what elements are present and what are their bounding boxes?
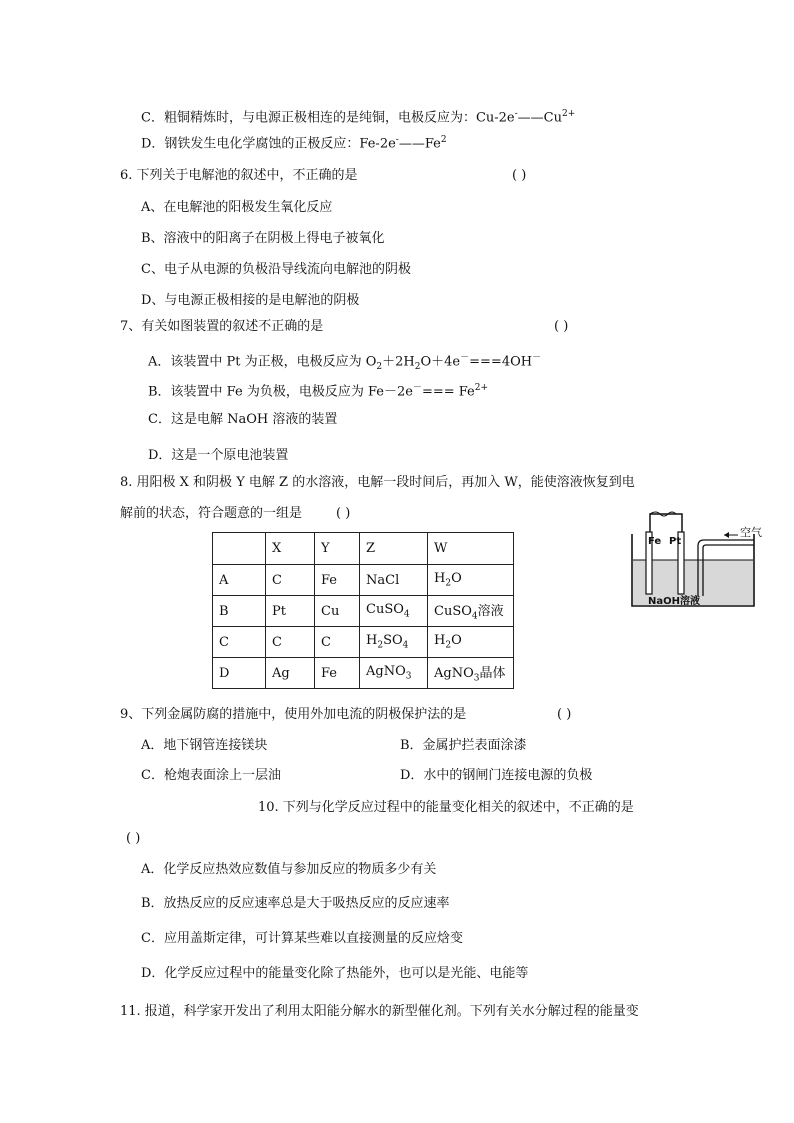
q7-option-b: B．该装置中 Fe 为负极，电极反应为 $Fe-2e^-=== Fe^{2+}$ bbox=[148, 383, 489, 400]
q7-answer-paren: ( ) bbox=[554, 319, 569, 334]
air-label: 空气 bbox=[740, 526, 762, 539]
fe-label: Fe bbox=[648, 536, 662, 547]
q10-stem: 10. 下列与化学反应过程中的能量变化相关的叙述中，不正确的是 bbox=[258, 800, 634, 815]
table-header-cell: Y bbox=[315, 533, 360, 565]
table-cell-label: B bbox=[213, 596, 266, 627]
q6-answer-paren: ( ) bbox=[512, 168, 527, 183]
q9-answer-paren: ( ) bbox=[557, 707, 572, 722]
q10-option-b: B．放热反应的反应速率总是大于吸热反应的反应速率 bbox=[141, 896, 450, 911]
q6-option-a: A、在电解池的阳极发生氧化反应 bbox=[141, 200, 333, 215]
table-cell-z: CuSO$_4$ bbox=[360, 596, 428, 627]
q7-stem: 7、有关如图装置的叙述不正确的是 bbox=[120, 319, 324, 334]
table-header-cell: Z bbox=[360, 533, 428, 565]
table-cell-y: Cu bbox=[315, 596, 360, 627]
q10-option-d: D．化学反应过程中的能量变化除了热能外，也可以是光能、电能等 bbox=[141, 966, 529, 981]
q10-option-a: A．化学反应热效应数值与参加反应的物质多少有关 bbox=[141, 862, 437, 877]
q10-answer-paren: ( ) bbox=[126, 831, 141, 846]
q6-option-d: D、与电源正极相接的是电解池的阴极 bbox=[141, 293, 360, 308]
table-cell-y: C bbox=[315, 627, 360, 658]
table-cell-label: A bbox=[213, 565, 266, 596]
q9-option-b: B．金属护拦表面涂漆 bbox=[400, 738, 527, 753]
air-arrow-head bbox=[724, 532, 729, 538]
table-cell-w: $H_2O$ bbox=[428, 565, 514, 596]
table-header-cell bbox=[213, 533, 266, 565]
table-row bbox=[213, 627, 514, 658]
solution-label: NaOH溶液 bbox=[648, 596, 700, 607]
q9-stem: 9、下列金属防腐的措施中，使用外加电流的阴极保护法的是 bbox=[120, 707, 467, 722]
table-cell-w: AgNO$_3$晶体 bbox=[428, 658, 514, 689]
table-cell-x: C bbox=[266, 565, 315, 596]
electrochemical-cell-diagram bbox=[626, 506, 776, 612]
q10-option-c: C．应用盖斯定律，可计算某些难以直接测量的反应焓变 bbox=[141, 931, 463, 946]
q5-option-d: D．钢铁发生电化学腐蚀的正极反应：Fe-2e-——Fe$^2$ bbox=[141, 135, 447, 152]
q6-stem: 6. 下列关于电解池的叙述中，不正确的是 bbox=[120, 168, 358, 183]
table-header-cell: X bbox=[266, 533, 315, 565]
q6-option-b: B、溶液中的阳离子在阴极上得电子被氧化 bbox=[141, 231, 385, 246]
table-cell-z: $H_2SO_4$ bbox=[360, 627, 428, 658]
q7-option-a: A．该装置中 Pt 为正极，电极反应为 $O_2+2H_2O+4e^-===4OH^-$ bbox=[148, 353, 542, 372]
q9-option-a: A．地下钢管连接镁块 bbox=[141, 738, 268, 753]
pt-label: Pt bbox=[669, 536, 682, 547]
table-cell-label: C bbox=[213, 627, 266, 658]
q7-option-d: D．这是一个原电池装置 bbox=[148, 448, 289, 463]
table-cell-z: NaCl bbox=[360, 565, 428, 596]
q11-stem: 11. 报道，科学家开发出了利用太阳能分解水的新型催化剂。下列有关水分解过程的能量变 bbox=[120, 1004, 639, 1019]
q8-answer-paren: ( ) bbox=[336, 506, 351, 521]
q7-option-c: C．这是电解 NaOH 溶液的装置 bbox=[148, 412, 338, 427]
q8-options-table bbox=[212, 532, 514, 689]
table-row bbox=[213, 596, 514, 627]
q5-option-c: C．粗铜精炼时，与电源正极相连的是纯铜，电极反应为：$Cu-2e^-——Cu^{2+}$ bbox=[141, 109, 576, 126]
table-cell-x: Pt bbox=[266, 596, 315, 627]
table-cell-x: Ag bbox=[266, 658, 315, 689]
table-cell-w: CuSO$_4$溶液 bbox=[428, 596, 514, 627]
q8-stem-line1: 8. 用阳极 X 和阴极 Y 电解 Z 的水溶液，电解一段时间后，再加入 W，能使溶液恢复到电 bbox=[120, 475, 635, 490]
table-cell-y: Fe bbox=[315, 565, 360, 596]
table-row bbox=[213, 565, 514, 596]
table-row bbox=[213, 658, 514, 689]
q8-stem-line2: 解前的状态，符合题意的一组是 bbox=[120, 506, 303, 521]
q9-option-d: D．水中的钢闸门连接电源的负极 bbox=[400, 768, 593, 783]
table-header-cell: W bbox=[428, 533, 514, 565]
table-cell-label: D bbox=[213, 658, 266, 689]
q6-option-c: C、电子从电源的负极沿导线流向电解池的阴极 bbox=[141, 262, 411, 277]
table-cell-z: AgNO$_3$ bbox=[360, 658, 428, 689]
table-cell-x: C bbox=[266, 627, 315, 658]
table-header-row bbox=[213, 533, 514, 565]
q9-option-c: C．枪炮表面涂上一层油 bbox=[141, 768, 281, 783]
table-cell-w: $H_2O$ bbox=[428, 627, 514, 658]
table-cell-y: Fe bbox=[315, 658, 360, 689]
